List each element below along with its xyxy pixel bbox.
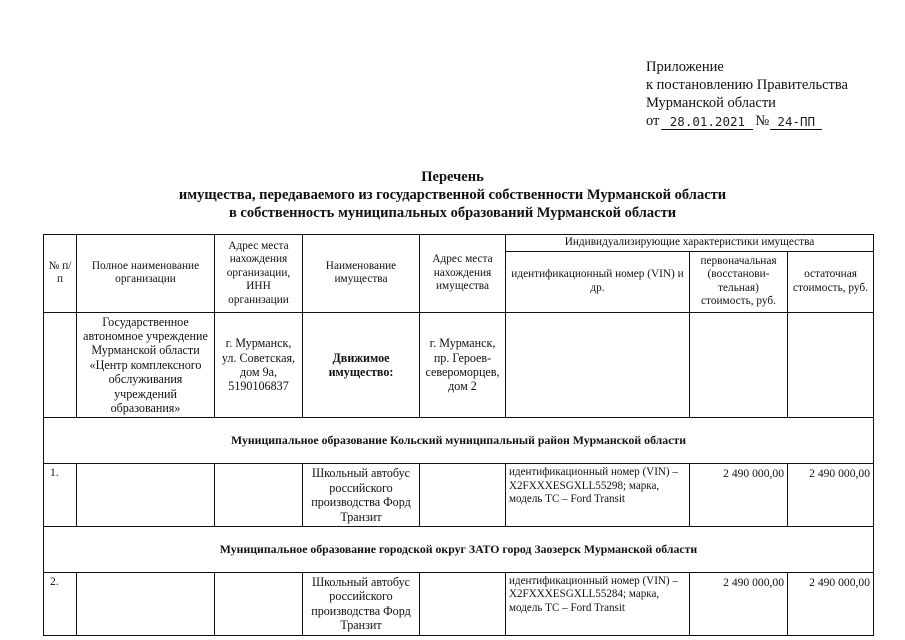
org-row	[44, 312, 874, 418]
title-line-3: в собственность муниципальных образований Мурманской области	[228, 205, 677, 221]
section-row	[44, 418, 874, 464]
table-header-row	[44, 235, 874, 252]
item-org-cell	[77, 464, 215, 527]
header-org-name: Полное наименование организации	[77, 235, 215, 313]
org-address: г. Мурманск, ул. Советская, дом 9а, 5190106837	[215, 312, 303, 418]
table-row	[44, 572, 874, 635]
org-residual-cost-cell	[788, 312, 874, 418]
item-initial-cost: 2 490 000,00	[690, 464, 788, 527]
item-name: Школьный автобус российского производства Форд Транзит	[303, 464, 420, 527]
item-org-address-cell	[215, 464, 303, 527]
header-characteristics: Индивидуализирующие характеристики имущества	[506, 235, 874, 252]
resolution-date: 28.01.2021	[661, 115, 753, 130]
appendix-region: Мурманской области	[646, 95, 776, 111]
header-initial-cost: первоначальная (восстанови-тельная) стоимость, руб.	[690, 251, 788, 312]
section-title: Муниципальное образование городской округ ЗАТО город Заозерск Мурманской области	[44, 526, 874, 572]
item-ident: идентификационный номер (VIN) – X2FXXXESGXLL55298; марка, модель ТС – Ford Transit	[506, 464, 690, 527]
item-org-address-cell	[215, 572, 303, 635]
header-num: № п/п	[44, 235, 77, 313]
title-line-2: имущества, передаваемого из государственной собственности Мурманской области	[178, 187, 727, 203]
appendix-resolution: к постановлению Правительства	[646, 77, 848, 93]
org-initial-cost-cell	[690, 312, 788, 418]
appendix-block	[646, 58, 896, 130]
item-num: 1.	[44, 464, 77, 527]
header-residual-cost: остаточная стоимость, руб.	[788, 251, 874, 312]
item-address-cell	[420, 464, 506, 527]
org-num-cell	[44, 312, 77, 418]
item-residual-cost: 2 490 000,00	[788, 464, 874, 527]
section-row	[44, 526, 874, 572]
org-name: Государственное автономное учреждение Мурманской области «Центр комплексного обслуживания учреждений образования»	[77, 312, 215, 418]
item-residual-cost: 2 490 000,00	[788, 572, 874, 635]
property-table	[43, 234, 874, 636]
document-title	[0, 168, 905, 222]
header-property-address: Адрес места нахождения имущества	[420, 235, 506, 313]
org-vin-cell	[506, 312, 690, 418]
item-address-cell	[420, 572, 506, 635]
item-ident: идентификационный номер (VIN) –X2FXXXESGXLL55284; марка, модель ТС – Ford Transit	[506, 572, 690, 635]
appendix-date-line	[646, 112, 896, 130]
header-property-name: Наименование имущества	[303, 235, 420, 313]
number-label: №	[755, 113, 770, 129]
header-vin: идентификационный номер (VIN) и др.	[506, 251, 690, 312]
item-initial-cost: 2 490 000,00	[690, 572, 788, 635]
resolution-number: 24-ПП	[770, 115, 822, 130]
section-title: Муниципальное образование Кольский муниципальный район Мурманской области	[44, 418, 874, 464]
item-org-cell	[77, 572, 215, 635]
item-num: 2.	[44, 572, 77, 635]
title-line-1: Перечень	[421, 169, 484, 185]
item-name: Школьный автобус российского производства Форд Транзит	[303, 572, 420, 635]
table-row	[44, 464, 874, 527]
from-label: от	[646, 113, 660, 129]
property-address: г. Мурманск, пр. Героев-североморцев, дом 2	[420, 312, 506, 418]
header-org-address: Адрес места нахождения организации, ИНН организации	[215, 235, 303, 313]
appendix-label: Приложение	[646, 59, 724, 75]
movable-property-label: Движимое имущество:	[303, 312, 420, 418]
